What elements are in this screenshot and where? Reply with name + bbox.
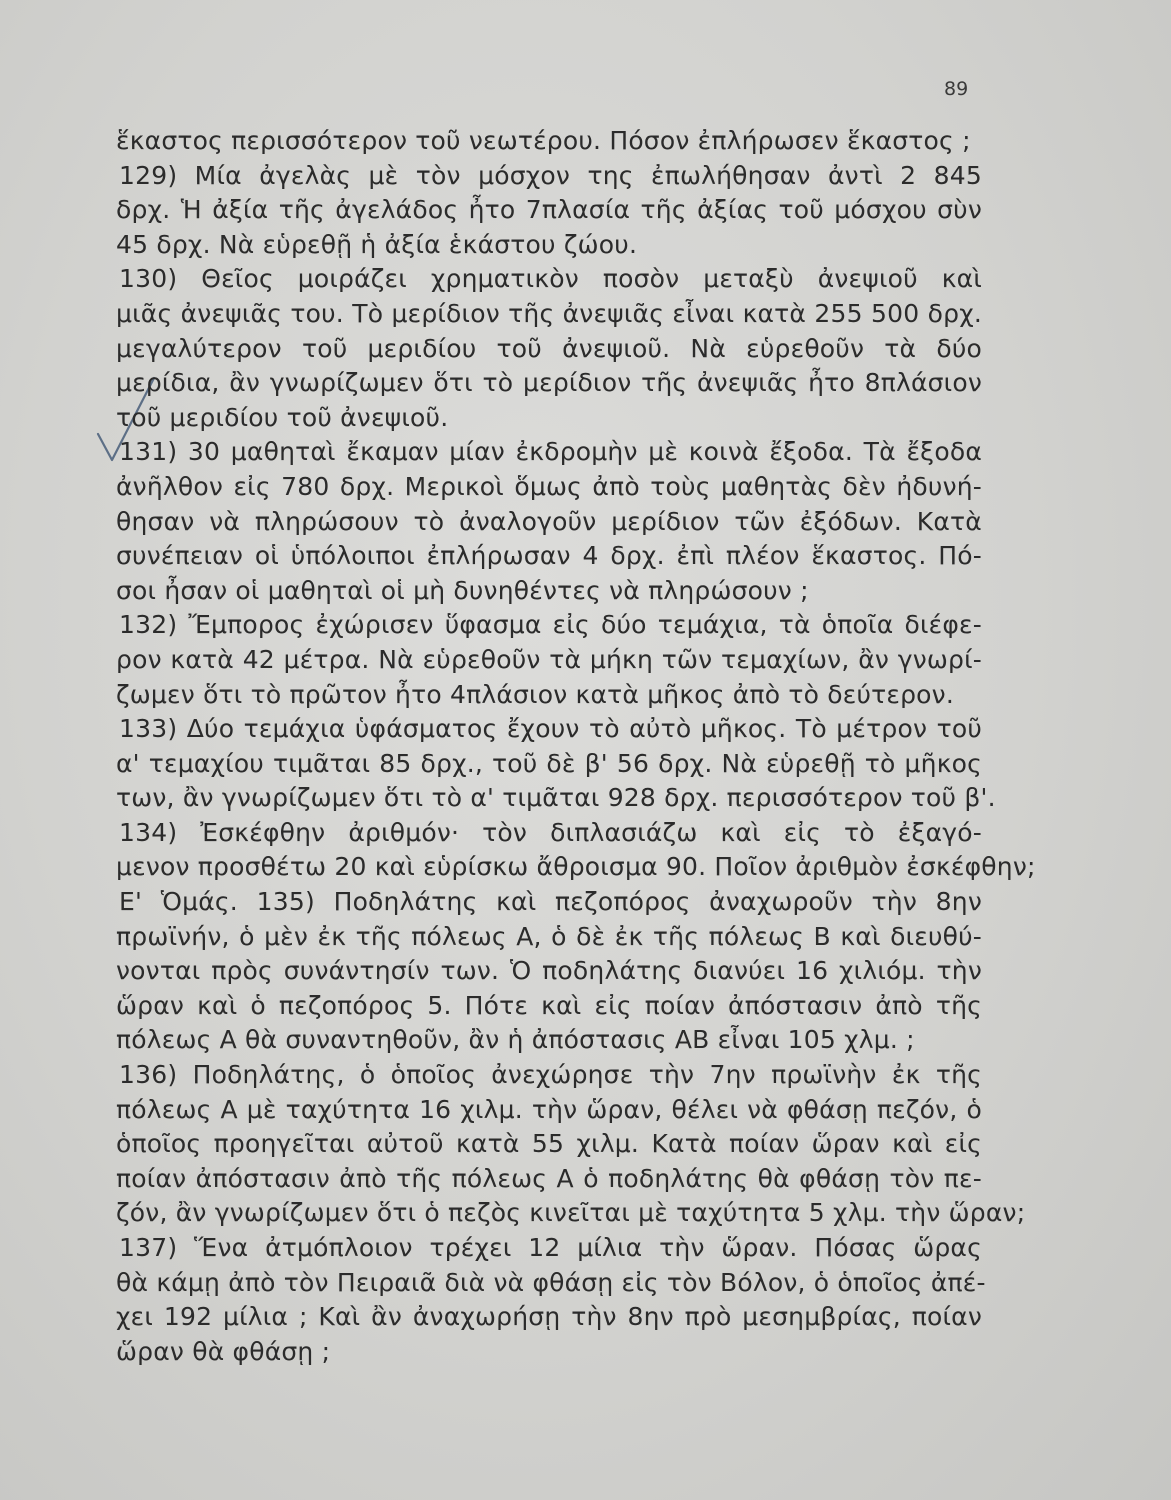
text-line: θὰ κάμῃ ἀπὸ τὸν Πειραιᾶ διὰ νὰ φθάσῃ εἰς τὸν Βόλον, ὁ ὁποῖος ἀπέ- — [116, 1267, 986, 1297]
text-line: σοι ἦσαν οἱ μαθηταὶ οἱ μὴ δυνηθέντες νὰ πληρώσουν ; — [116, 575, 809, 605]
text-line: ὥραν καὶ ὁ πεζοπόρος 5. Πότε καὶ εἰς ποίαν ἀπόστασιν ἀπὸ τῆς — [116, 990, 982, 1020]
text-line: μεγαλύτερον τοῦ μεριδίου τοῦ ἀνεψιοῦ. Νὰ εὑρεθοῦν τὰ δύο — [116, 333, 982, 363]
text-line: πόλεως Α μὲ ταχύτητα 16 χιλμ. τὴν ὥραν, θέλει νὰ φθάσῃ πεζόν, ὁ — [116, 1094, 982, 1124]
text-line: των, ἂν γνωρίζωμεν ὅτι τὸ α' τιμᾶται 928 δρχ. περισσότερον τοῦ β'. — [116, 783, 996, 813]
text-line: μενον προσθέτω 20 καὶ εὑρίσκω ἄθροισμα 90. Ποῖον ἀριθμὸν ἐσκέφθην; — [116, 852, 1036, 882]
text-line: ποίαν ἀπόστασιν ἀπὸ τῆς πόλεως Α ὁ ποδηλάτης θὰ φθάσῃ τὸν πε- — [116, 1163, 982, 1193]
text-line: πόλεως Α θὰ συναντηθοῦν, ἂν ἡ ἀπόστασις ΑΒ εἶναι 105 χλμ. ; — [116, 1025, 915, 1055]
text-line: νονται πρὸς συνάντησίν των. Ὁ ποδηλάτης διανύει 16 χιλιόμ. τὴν — [116, 956, 982, 986]
text-line: ζωμεν ὅτι τὸ πρῶτον ἦτο 4πλάσιον κατὰ μῆκος ἀπὸ τὸ δεύτερον. — [116, 679, 954, 709]
text-line: δρχ. Ἡ ἀξία τῆς ἀγελάδος ἦτο 7πλασία τῆς ἀξίας τοῦ μόσχου σὺν — [116, 195, 982, 225]
text-line: 133) Δύο τεμάχια ὑφάσματος ἔχουν τὸ αὐτὸ μῆκος. Τὸ μέτρον τοῦ — [119, 714, 982, 744]
text-line: πρωϊνήν, ὁ μὲν ἐκ τῆς πόλεως Α, ὁ δὲ ἐκ τῆς πόλεως Β καὶ διευθύ- — [116, 921, 982, 951]
text-line: μερίδια, ἂν γνωρίζωμεν ὅτι τὸ μερίδιον τῆς ἀνεψιᾶς ἦτο 8πλάσιον — [116, 368, 982, 398]
text-line: 137) Ἕνα ἀτμόπλοιον τρέχει 12 μίλια τὴν ὥραν. Πόσας ὥρας — [119, 1233, 982, 1262]
page-text — [116, 124, 1036, 1369]
text-line: θησαν νὰ πληρώσουν τὸ ἀναλογοῦν μερίδιον τῶν ἐξόδων. Κατὰ — [116, 506, 982, 536]
text-line: ὁποῖος προηγεῖται αὐτοῦ κατὰ 55 χιλμ. Κατὰ ποίαν ὥραν καὶ εἰς — [116, 1129, 982, 1159]
text-line: 129) Μία ἀγελὰς μὲ τὸν μόσχον της ἐπωλήθησαν ἀντὶ 2 845 — [119, 160, 982, 190]
text-line: ἀνῆλθον εἰς 780 δρχ. Μερικοὶ ὅμως ἀπὸ τοὺς μαθητὰς δὲν ἠδυνή- — [116, 471, 982, 501]
text-line: 132) Ἔμπορος ἐχώρισεν ὕφασμα εἰς δύο τεμάχια, τὰ ὁποῖα διέφε- — [119, 610, 982, 640]
text-line: ὥραν θὰ φθάσῃ ; — [116, 1336, 331, 1366]
text-line: συνέπειαν οἱ ὑπόλοιποι ἐπλήρωσαν 4 δρχ. ἐπὶ πλέον ἕκαστος. Πό- — [116, 541, 982, 571]
page-number: 89 — [944, 78, 969, 100]
text-line: 136) Ποδηλάτης, ὁ ὁποῖος ἀνεχώρησε τὴν 7ην πρωϊνὴν ἐκ τῆς — [119, 1060, 982, 1090]
text-line: ἕκαστος περισσότερον τοῦ νεωτέρου. Πόσον ἐπλήρωσεν ἕκαστος ; — [116, 126, 971, 155]
text-line: ζόν, ἂν γνωρίζωμεν ὅτι ὁ πεζὸς κινεῖται μὲ ταχύτητα 5 χλμ. τὴν ὥραν; — [116, 1198, 1026, 1228]
text-line: τοῦ μεριδίου τοῦ ἀνεψιοῦ. — [116, 402, 449, 432]
text-line: 131) 30 μαθηταὶ ἔκαμαν μίαν ἐκδρομὴν μὲ κοινὰ ἔξοδα. Τὰ ἔξοδα — [119, 437, 982, 467]
text-line: Ε' Ὁμάς. 135) Ποδηλάτης καὶ πεζοπόρος ἀναχωροῦν τὴν 8ην — [119, 887, 982, 917]
text-line: χει 192 μίλια ; Καὶ ἂν ἀναχωρήσῃ τὴν 8ην πρὸ μεσημβρίας, ποίαν — [116, 1302, 982, 1332]
text-line: 134) Ἐσκέφθην ἀριθμόν· τὸν διπλασιάζω καὶ εἰς τὸ ἐξαγό- — [119, 817, 982, 847]
text-line: ρον κατὰ 42 μέτρα. Νὰ εὑρεθοῦν τὰ μήκη τῶν τεμαχίων, ἂν γνωρί- — [116, 644, 982, 674]
text-line: μιᾶς ἀνεψιᾶς του. Τὸ μερίδιον τῆς ἀνεψιᾶς εἶναι κατὰ 255 500 δρχ. — [116, 298, 982, 328]
text-line: 130) Θεῖος μοιράζει χρηματικὸν ποσὸν μεταξὺ ἀνεψιοῦ καὶ — [119, 264, 982, 294]
text-line: 45 δρχ. Νὰ εὑρεθῇ ἡ ἀξία ἑκάστου ζώου. — [116, 229, 638, 259]
text-line: α' τεμαχίου τιμᾶται 85 δρχ., τοῦ δὲ β' 56 δρχ. Νὰ εὑρεθῇ τὸ μῆκος — [116, 748, 982, 778]
